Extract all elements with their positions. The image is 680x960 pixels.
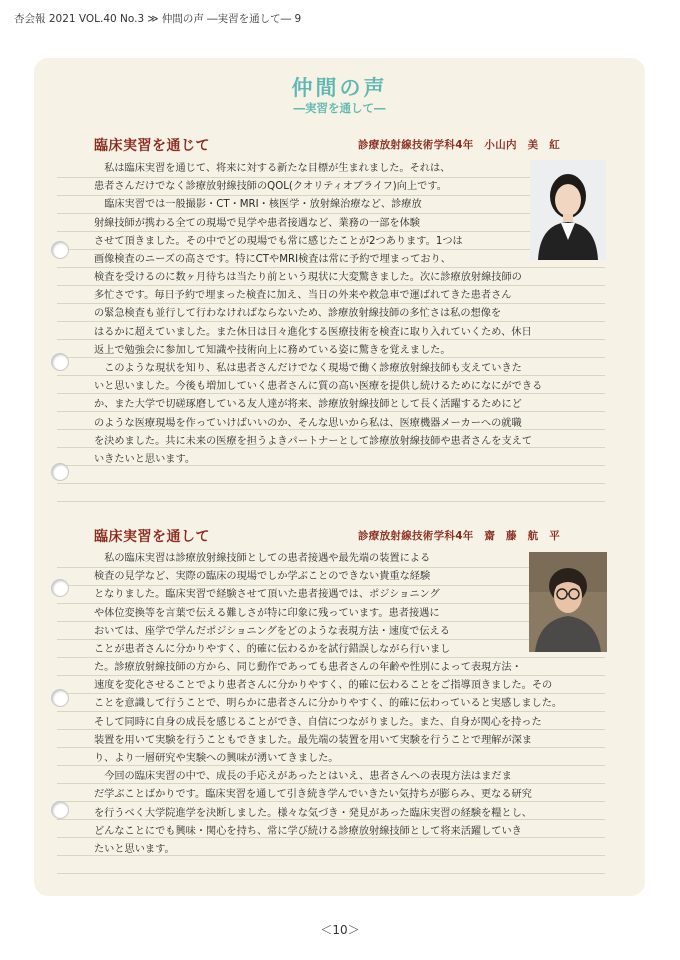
paragraph-line: させて頂きました。その中でどの現場でも常に感じたことが2つあります。1つは	[94, 235, 463, 247]
paragraph-line: たいと思います。	[94, 844, 175, 856]
binder-hole-icon	[51, 689, 69, 707]
paragraph-line: 射線技師が携わる全ての現場で見学や患者接遇など、業務の一部を体験	[94, 217, 420, 229]
paragraph-line: そして同時に自身の成長を感じることができ、自信につながりました。また、自身が関心を持った	[94, 716, 542, 728]
section-1-author: 診療放射線技術学科4年 小山内 美 紅	[358, 139, 561, 151]
paragraph-line: 装置を用いて実験を行うこともできました。最先端の装置を用いて実験を行うことで理解が深ま	[94, 734, 533, 746]
section-1-heading: 臨床実習を通じて	[94, 138, 210, 154]
paragraph-line: ことを意識して行うことで、明らかに患者さんに分かりやすく、的確に伝わっていると実感しました。	[94, 698, 563, 710]
page-subtitle: ―実習を通して―	[293, 101, 386, 115]
paragraph-line: り、より一層研究や実験への興味が湧いてきました。	[94, 753, 339, 765]
section-2-body-top	[94, 550, 526, 659]
paragraph-line: 返上で勉強会に参加して知識や技術向上に務めている姿に驚きを覚えました。	[94, 344, 451, 356]
paragraph-line: か、また大学で切磋琢磨している友人達が将来、診療放射線技師として長く活躍するためにど	[94, 399, 522, 411]
paragraph-line: を行うべく大学院進学を決断しました。様々な気づき・発見があった臨床実習の経験を糧とし、	[94, 807, 532, 819]
paragraph-line: 画像検査のニーズの高さです。特にCTやMRI検査は常に予約で埋まっており、	[94, 254, 451, 266]
author-photo-1	[530, 160, 606, 260]
paragraph-line: の緊急検査も並行して行わなければならないため、診療放射線技師の多忙さは私の想像を	[94, 308, 502, 320]
section-1-body-top	[94, 160, 524, 269]
section-1-body-bottom	[94, 269, 610, 469]
paragraph-line: いきたいと思います。	[94, 454, 196, 466]
paragraph-line: はるかに超えていました。また休日は日々進化する医療技術を検査に取り入れていくため、休日	[94, 326, 532, 338]
running-header: 杏会報 2021 VOL.40 No.3 ≫ 仲間の声 ―実習を通して― 9	[14, 13, 302, 25]
binder-hole-icon	[51, 579, 69, 597]
paragraph: 私は臨床実習を通じて、将来に対する新たな目標が生まれました。それは、	[104, 163, 451, 174]
portrait-woman-icon	[530, 160, 606, 260]
paragraph-line: だ学ぶことばかりです。臨床実習を通して引き続き学んでいきたい気持ちが膨らみ、更なる研究	[94, 789, 532, 801]
paragraph-line: 検査の見学など、実際の臨床の現場でしか学ぶことのできない貴重な経験	[94, 571, 431, 583]
paragraph: 私の臨床実習は診療放射線技師としての患者接遇や最先端の装置による	[104, 553, 431, 564]
page-number: ＜10＞	[320, 923, 360, 937]
paragraph-line: となりました。臨床実習で経験させて頂いた患者接遇では、ポジショニング	[94, 589, 440, 601]
binder-hole-icon	[51, 241, 69, 259]
paragraph: 臨床実習では一般撮影・CT・MRI・核医学・放射線治療など、診療放	[104, 199, 422, 211]
paragraph: 今回の臨床実習の中で、成長の手応えがあったとはいえ、患者さんへの表現方法はまだま	[104, 771, 512, 783]
section-2-heading: 臨床実習を通して	[94, 529, 210, 545]
paragraph-line: 患者さんだけでなく診療放射線技師のQOL(クオリティオブライフ)向上です。	[94, 181, 447, 193]
binder-hole-icon	[51, 353, 69, 371]
section-2-author: 診療放射線技術学科4年 齋 藤 航 平	[358, 530, 561, 542]
paragraph-line: おいては、座学で学んだポジショニングをどのような表現方法・速度で伝える	[94, 625, 450, 637]
binder-hole-icon	[51, 463, 69, 481]
binder-hole-icon	[51, 801, 69, 819]
paragraph-line: た。診療放射線技師の方から、同じ動作であっても患者さんの年齢や性別によって表現方法・	[94, 662, 522, 673]
paragraph: このような現状を知り、私は患者さんだけでなく現場で働く診療放射線技師も支えていきた	[104, 363, 522, 375]
paragraph-line: や体位変換等を言葉で伝える難しさが特に印象に残っています。患者接遇に	[94, 607, 440, 619]
paragraph-line: を決めました。共に未来の医療を担うよきパートナーとして診療放射線技師や患者さんを支えて	[94, 435, 533, 447]
paragraph-line: ことが患者さんに分かりやすく、的確に伝わるかを試行錯誤しながら行いまし	[94, 644, 451, 656]
paragraph-line: 検査を受けるのに数ヶ月待ちは当たり前という現状に大変驚きました。次に診療放射線技師の	[94, 272, 522, 283]
portrait-man-icon	[529, 552, 607, 652]
paragraph-line: のような医療現場を作っていけばいいのか、そんな思いから私は、医療機器メーカーへの就職	[94, 417, 522, 429]
paragraph-line: いと思いました。今後も増加していく患者さんに質の高い医療を提供し続けるためになにができる	[94, 381, 543, 393]
paragraph-line: 多忙さです。毎日予約で埋まった検査に加え、当日の外来や救急車で運ばれてきた患者さん	[94, 290, 512, 302]
author-photo-2	[529, 552, 607, 652]
page-title: 仲間の声	[291, 76, 388, 100]
section-2-body-bottom	[94, 659, 610, 859]
paragraph-line: どんなことにでも興味・関心を持ち、常に学び続ける診療放射線技師として将来活躍していき	[94, 825, 522, 837]
paragraph-line: 速度を変化させることでより患者さんに分かりやすく、的確に伝わることをご指導頂きました。その	[94, 680, 553, 692]
